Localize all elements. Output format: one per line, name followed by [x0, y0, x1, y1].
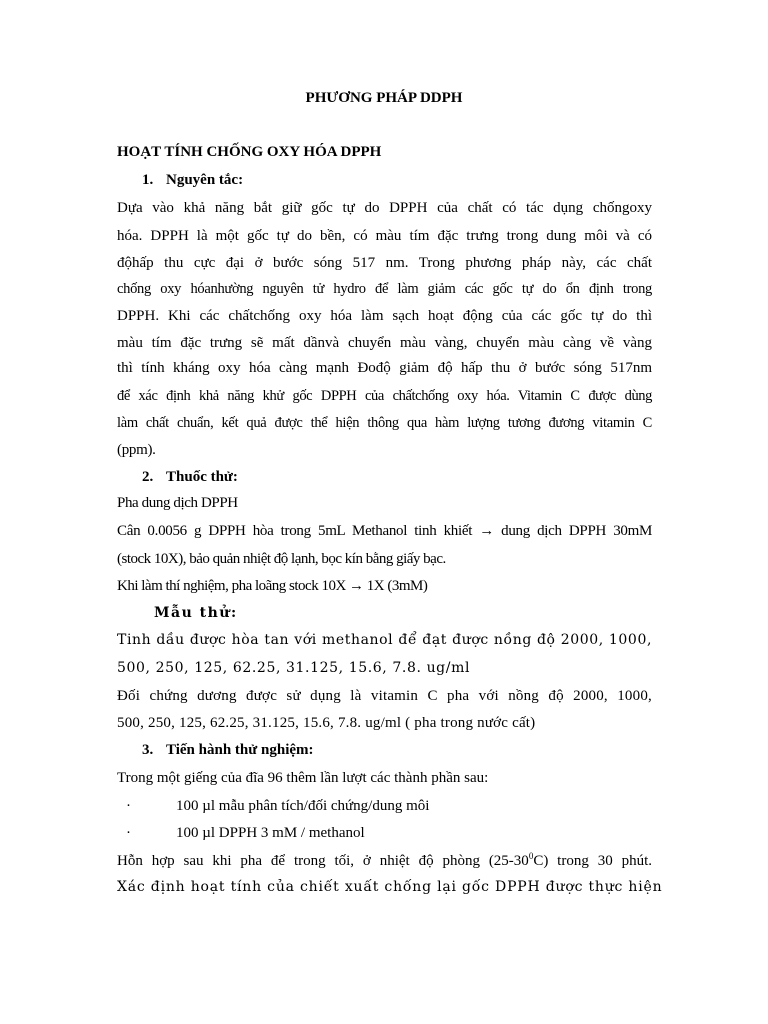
list-item-text: 100 µl DPPH 3 mM / methanol	[176, 825, 365, 841]
paragraph-line: DPPH. Khi các chấtchống oxy hóa làm sạch hoạt động của các gốc tự do thì	[117, 308, 652, 324]
list-item	[126, 823, 661, 843]
bullet-icon: ·	[126, 798, 131, 814]
bullet-icon: ·	[126, 825, 131, 841]
section-1-label: Nguyên tắc:	[166, 172, 244, 188]
reagent-line: Khi làm thí nghiệm, pha loãng stock 10X → 1X (3mM)	[117, 578, 428, 594]
procedure-line: Hỗn hợp sau khi pha để trong tối, ở nhiệt độ phòng $(25-30^0C)$ trong 30 phút.	[117, 851, 652, 869]
section-2-label: Thuốc thử:	[166, 469, 238, 485]
control-line: 500, 250, 125, 62.25, 31.125, 15.6, 7.8. ug/ml ( pha trong nước cất)	[117, 715, 536, 731]
paragraph-line: để xác định khả năng khử gốc DPPH của chấtchống oxy hóa. Vitamin C được dùng	[117, 388, 652, 404]
section-2-heading	[142, 467, 677, 487]
procedure-line: Xác định hoạt tính của chiết xuất chống lại gốc DPPH được thực hiện	[117, 879, 663, 895]
section-3-heading	[142, 740, 677, 760]
reagent-line: Cân 0.0056 g DPPH hòa trong 5mL Methanol tinh khiết → dung dịch DPPH 30mM	[117, 523, 652, 539]
sample-heading: Mẫu thử:	[154, 605, 238, 621]
procedure-intro: Trong một giếng của đĩa 96 thêm lần lượt các thành phần sau:	[117, 770, 489, 786]
section-heading: HOẠT TÍNH CHỐNG OXY HÓA DPPH	[117, 144, 382, 160]
reagent-line: (stock 10X), bảo quản nhiệt độ lạnh, bọc kín bằng giấy bạc.	[117, 551, 446, 567]
reagent-line: Pha dung dịch DPPH	[117, 495, 238, 511]
section-3-number: 3.	[142, 742, 154, 758]
section-3-label: Tiến hành thử nghiệm:	[166, 742, 314, 758]
sample-line: Tinh dầu được hòa tan với methanol để đạt được nồng độ 2000, 1000,	[117, 632, 652, 648]
paragraph-line: chống oxy hóanhường nguyên tử hydro để làm giảm các gốc tự do ổn định trong	[117, 281, 652, 297]
sample-line: 500, 250, 125, 62.25, 31.125, 15.6, 7.8. ug/ml	[117, 660, 471, 676]
paragraph-line: (ppm).	[117, 442, 156, 458]
paragraph-line: hóa. DPPH là một gốc tự do bền, có màu tím đặc trưng trong dung môi và có	[117, 228, 652, 244]
paragraph-line: làm chất chuẩn, kết quả được thể hiện thông qua hàm lượng tương đương vitamin C	[117, 415, 652, 431]
section-1-number: 1.	[142, 172, 154, 188]
superscript-degree: 0	[528, 851, 534, 861]
list-item	[126, 796, 661, 816]
control-line: Đối chứng dương được sử dụng là vitamin C pha với nồng độ 2000, 1000,	[117, 688, 652, 704]
section-1-heading	[142, 170, 677, 190]
paragraph-line: màu tím đặc trưng sẽ mất dầnvà chuyển màu vàng, chuyển màu càng về vàng	[117, 335, 652, 351]
paragraph-line: thì tính kháng oxy hóa càng mạnh Đođộ giảm độ hấp thu ở bước sóng 517nm	[117, 360, 652, 376]
paragraph-line: Dựa vào khả năng bắt giữ gốc tự do DPPH của chất có tác dụng chốngoxy	[117, 200, 652, 216]
list-item-text: 100 µl mẫu phân tích/đối chứng/dung môi	[176, 798, 430, 814]
document-title: PHƯƠNG PHÁP DDPH	[305, 90, 463, 106]
paragraph-line: độhấp thu cực đại ở bước sóng 517 nm. Trong phương pháp này, các chất	[117, 255, 652, 271]
section-2-number: 2.	[142, 469, 154, 485]
